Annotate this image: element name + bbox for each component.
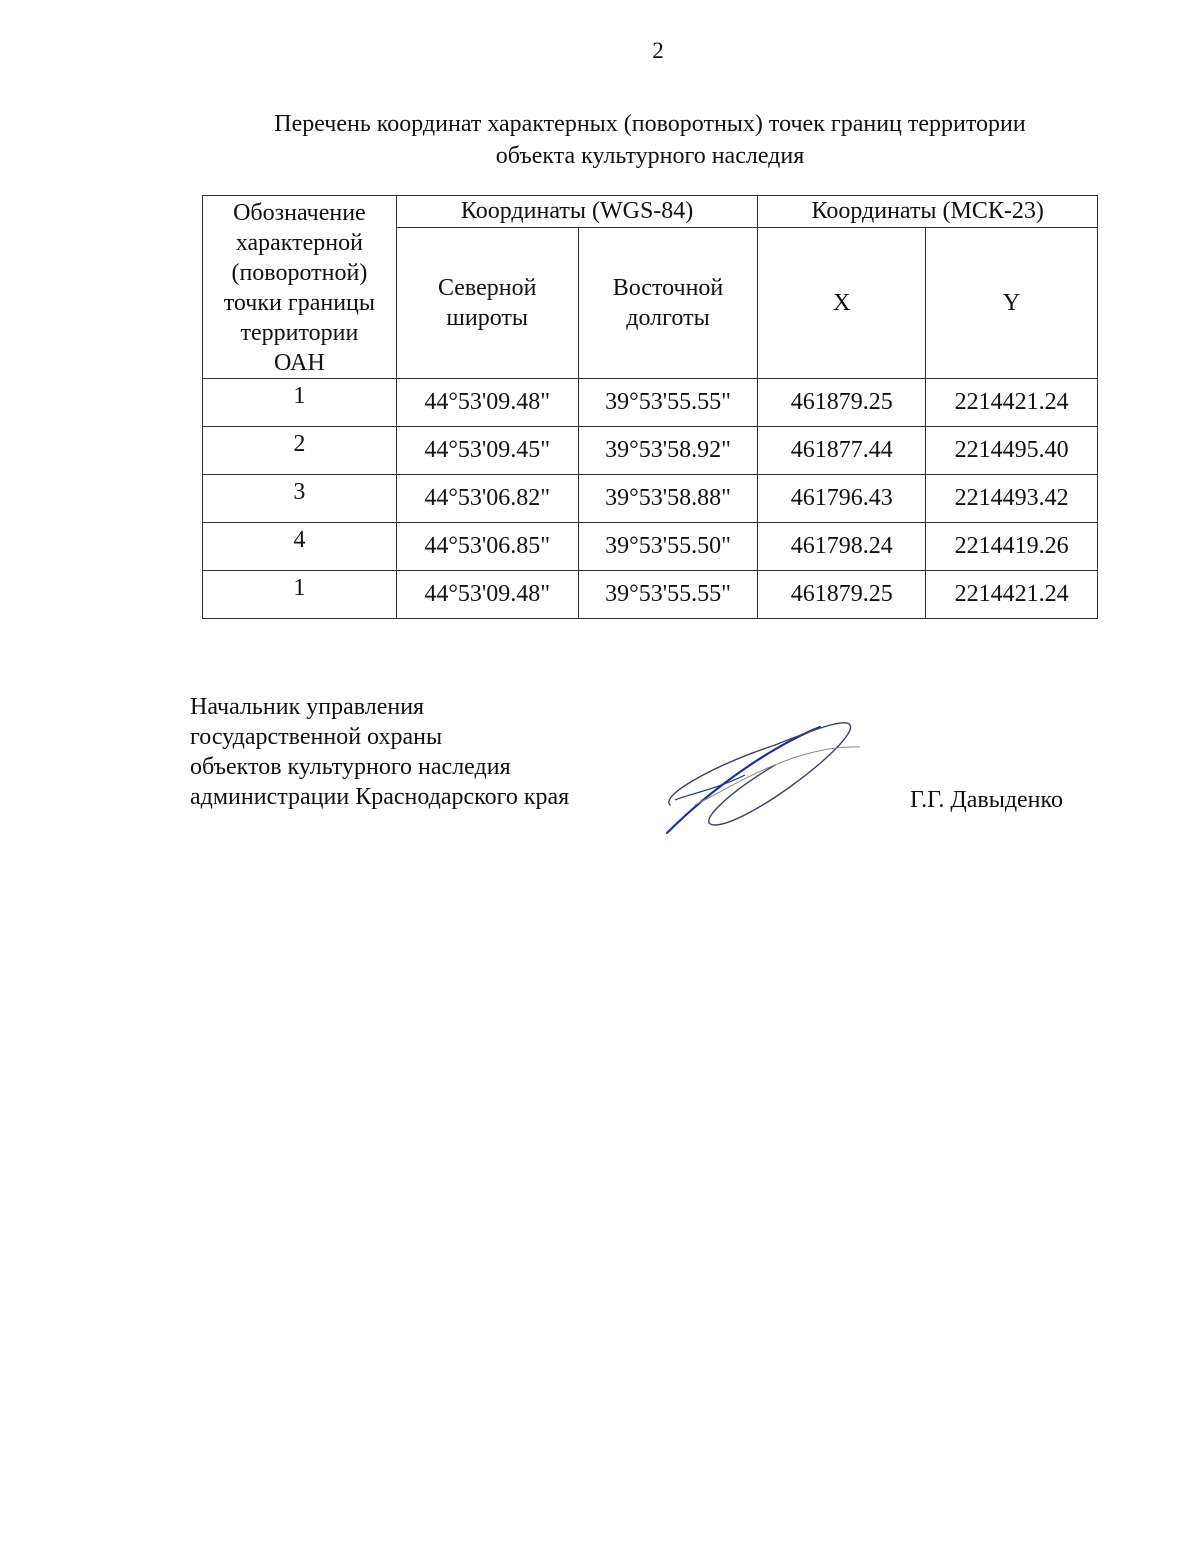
signatory-position-line: Начальник управления [190,694,425,720]
document-title-line-1: Перечень координат характерных (поворотных) точек границ территории [274,111,1026,137]
table-row [203,379,1098,427]
header-point-line: территории [240,320,359,346]
cell-latitude: 44°53'09.48" [396,571,578,619]
cell-y: 2214493.42 [926,475,1098,523]
handwritten-signature [655,705,870,840]
cell-latitude: 44°53'06.85" [396,523,578,571]
cell-point: 1 [203,571,397,619]
page-number: 2 [652,38,664,63]
cell-latitude: 44°53'06.82" [396,475,578,523]
subheader-longitude [578,227,758,378]
subheader-longitude-line: долготы [626,304,710,331]
header-point-line: Обозначение [233,200,366,226]
cell-x: 461879.25 [758,571,926,619]
cell-latitude: 44°53'09.48" [396,379,578,427]
signatory-position-line: администрации Краснодарского края [190,784,570,810]
subheader-longitude-line: Восточной [612,274,724,301]
subheader-latitude [396,227,578,378]
cell-y: 2214421.24 [926,379,1098,427]
cell-point: 4 [203,523,397,571]
cell-x: 461796.43 [758,475,926,523]
signatory-position [190,692,569,812]
header-point-line: точки границы [223,290,376,316]
subheader-x: X [758,227,926,378]
header-msk23: Координаты (МСК-23) [758,196,1098,228]
cell-y: 2214419.26 [926,523,1098,571]
document-title [200,108,1100,172]
subheader-latitude-line: Северной [437,274,537,301]
coordinates-table [202,195,1098,619]
cell-y: 2214421.24 [926,571,1098,619]
cell-x: 461877.44 [758,427,926,475]
cell-longitude: 39°53'55.55" [578,571,758,619]
signatory-position-line: государственной охраны [190,724,443,750]
cell-point: 3 [203,475,397,523]
cell-y: 2214495.40 [926,427,1098,475]
cell-latitude: 44°53'09.45" [396,427,578,475]
header-point-line: ОАН [273,350,325,376]
header-point-line: (поворотной) [231,260,368,286]
header-point-designation [203,196,397,379]
header-point-line: характерной [235,230,363,256]
cell-longitude: 39°53'58.92" [578,427,758,475]
table-header-row [203,196,1098,228]
cell-x: 461879.25 [758,379,926,427]
subheader-y: Y [926,227,1098,378]
cell-point: 2 [203,427,397,475]
document-title-line-2: объекта культурного наследия [495,143,805,169]
cell-longitude: 39°53'58.88" [578,475,758,523]
signer-name: Г.Г. Давыденко [910,787,1063,813]
cell-longitude: 39°53'55.55" [578,379,758,427]
table-row [203,523,1098,571]
table-row [203,571,1098,619]
subheader-latitude-line: широты [446,304,528,331]
cell-longitude: 39°53'55.50" [578,523,758,571]
cell-x: 461798.24 [758,523,926,571]
signatory-position-line: объектов культурного наследия [190,754,511,780]
header-wgs84: Координаты (WGS-84) [396,196,758,228]
table-row [203,427,1098,475]
table-row [203,475,1098,523]
cell-point: 1 [203,379,397,427]
